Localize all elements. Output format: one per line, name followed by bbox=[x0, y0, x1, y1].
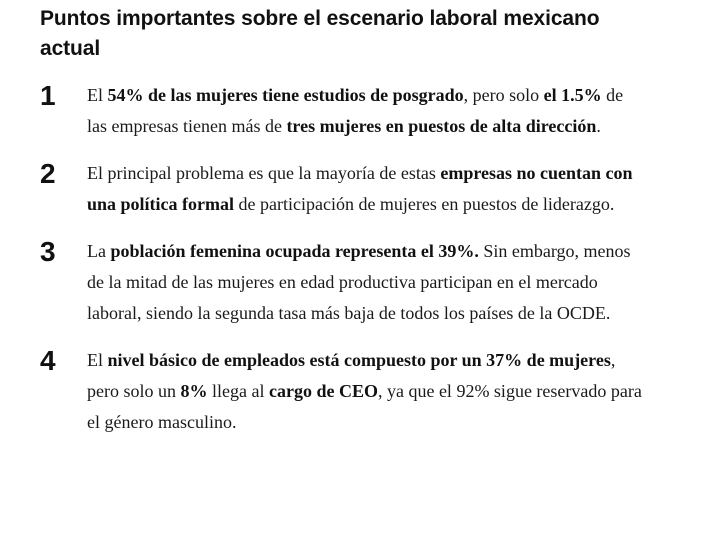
point-number: 2 bbox=[40, 158, 56, 189]
point-item bbox=[40, 80, 647, 142]
point-text bbox=[87, 158, 647, 220]
point-text-segment: de las empresas tienen más de bbox=[87, 85, 624, 136]
points-list bbox=[40, 80, 686, 438]
point-number: 1 bbox=[40, 80, 56, 111]
point-text-emphasis: el 1.5% bbox=[543, 85, 602, 105]
point-text bbox=[87, 345, 647, 438]
point-text-segment: El bbox=[87, 85, 108, 105]
point-number: 3 bbox=[40, 236, 56, 267]
point-item bbox=[40, 236, 647, 329]
point-number: 4 bbox=[40, 345, 56, 376]
point-text bbox=[87, 236, 647, 329]
point-text-segment: Sin embargo, menos de la mitad de las mujeres en edad productiva participan en el mercado laboral, siendo la segunda tasa más baja de todos los países de la OCDE. bbox=[87, 241, 631, 323]
point-text-emphasis: nivel básico de empleados está compuesto por un 37% de mujeres bbox=[107, 350, 611, 370]
point-text-segment: llega al bbox=[207, 381, 269, 401]
point-text-segment: de participación de mujeres en puestos de liderazgo. bbox=[234, 194, 615, 214]
point-text-segment: La bbox=[87, 241, 111, 261]
point-text-emphasis: empresas no cuentan con una política formal bbox=[87, 163, 633, 214]
point-text-emphasis: 8% bbox=[180, 381, 208, 401]
point-text-emphasis: tres mujeres en puestos de alta dirección bbox=[286, 116, 597, 136]
point-text-segment: , pero solo un bbox=[87, 350, 616, 401]
point-text-segment: , pero solo bbox=[463, 85, 544, 105]
point-text-emphasis: 54% de las mujeres tiene estudios de posgrado bbox=[107, 85, 464, 105]
point-text-segment: . bbox=[596, 116, 601, 136]
point-text-segment: El bbox=[87, 350, 108, 370]
point-text-segment: El principal problema es que la mayoría de estas bbox=[87, 163, 441, 183]
point-item bbox=[40, 345, 647, 438]
point-text-emphasis: cargo de CEO bbox=[268, 381, 378, 401]
point-text-segment: , ya que el 92% sigue reservado para el género masculino. bbox=[87, 381, 642, 432]
section-heading: Puntos importantes sobre el escenario laboral mexicano actual bbox=[40, 7, 600, 60]
point-item bbox=[40, 158, 647, 220]
point-text-emphasis: población femenina ocupada representa el 39%. bbox=[110, 241, 479, 261]
point-text bbox=[87, 80, 647, 142]
